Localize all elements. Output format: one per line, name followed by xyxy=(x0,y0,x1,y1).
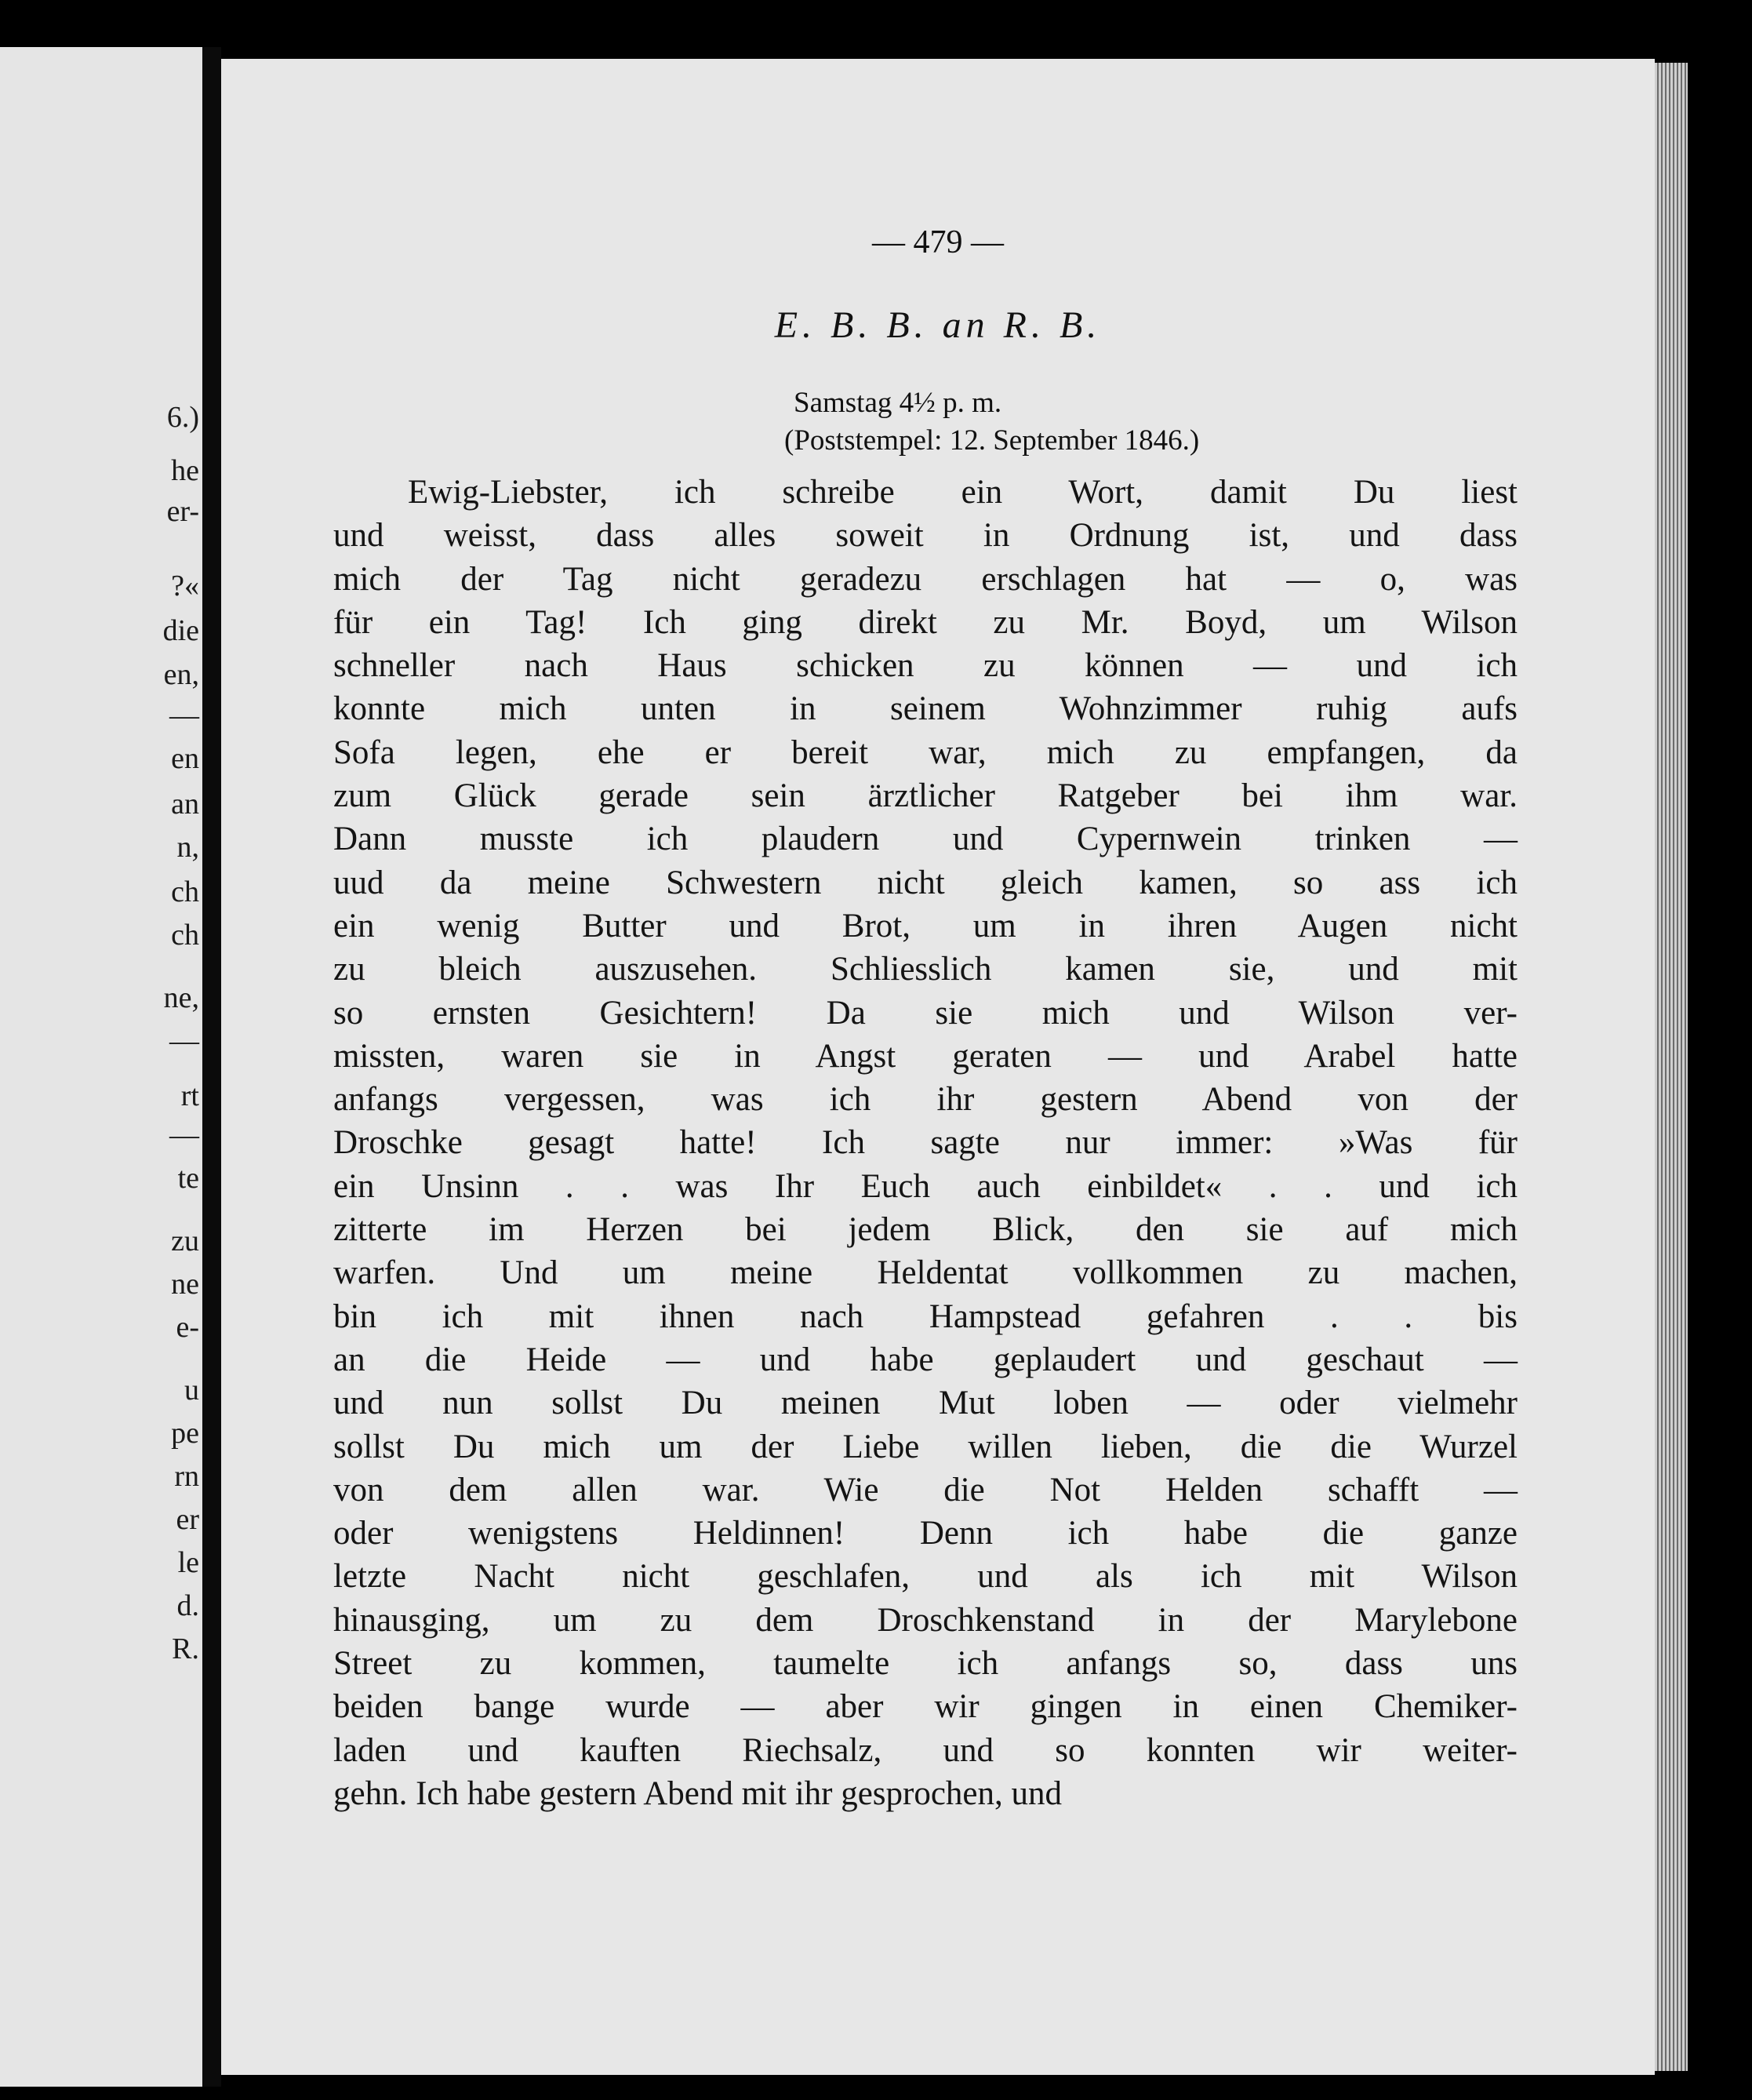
margin-fragment: zu xyxy=(171,1225,199,1257)
text-line: ein Unsinn . . was Ihr Euch auch einbildet« . . und ich xyxy=(333,1167,1518,1205)
margin-fragment: R. xyxy=(172,1632,199,1665)
text-line: so ernsten Gesichtern! Da sie mich und Wilson ver- xyxy=(333,994,1518,1032)
text-line: zum Glück gerade sein ärztlicher Ratgeber bei ihm war. xyxy=(333,777,1518,815)
margin-fragment: ch xyxy=(171,875,199,908)
margin-fragment: — xyxy=(169,699,199,732)
margin-fragment: er xyxy=(176,1503,199,1536)
text-line: ein wenig Butter und Brot, um in ihren Augen nicht xyxy=(333,907,1518,944)
page-edge xyxy=(1655,63,1688,2071)
text-line: sollst Du mich um der Liebe willen lieben, die die Wurzel xyxy=(333,1428,1518,1465)
text-line: beiden bange wurde — aber wir gingen in einen Chemiker- xyxy=(333,1688,1518,1726)
letter-body xyxy=(333,471,1518,1815)
text-line: konnte mich unten in seinem Wohnzimmer ruhig aufs xyxy=(333,690,1518,728)
text-line: oder wenigstens Heldinnen! Denn ich habe die ganze xyxy=(333,1515,1518,1552)
text-line: Street zu kommen, taumelte ich anfangs so, dass uns xyxy=(333,1645,1518,1683)
text-line: Dann musste ich plaudern und Cypernwein trinken — xyxy=(333,821,1518,858)
text-line: bin ich mit ihnen nach Hampstead gefahren . . bis xyxy=(333,1297,1518,1335)
margin-fragment: ne xyxy=(171,1268,199,1301)
margin-fragment: ne, xyxy=(163,981,199,1014)
margin-fragment: er- xyxy=(166,495,199,528)
margin-fragment: pe xyxy=(171,1417,199,1450)
dateline-postmark: (Poststempel: 12. September 1846.) xyxy=(784,424,1200,457)
margin-fragment: ch xyxy=(171,919,199,952)
text-line: Sofa legen, ehe er bereit war, mich zu empfangen, da xyxy=(333,733,1518,771)
margin-fragment: 6.) xyxy=(166,401,199,434)
margin-fragment: he xyxy=(171,454,199,487)
text-line: von dem allen war. Wie die Not Helden schafft — xyxy=(333,1471,1518,1509)
margin-fragment: rt xyxy=(180,1079,199,1112)
margin-fragment: an xyxy=(171,788,199,821)
text-line: für ein Tag! Ich ging direkt zu Mr. Boyd, um Wilson xyxy=(333,603,1518,641)
dateline-day: Samstag 4½ p. m. xyxy=(794,387,1002,419)
left-page xyxy=(0,47,202,2087)
letter-heading: E. B. B. an R. B. xyxy=(774,304,1102,346)
text-line: Droschke gesagt hatte! Ich sagte nur immer: »Was für xyxy=(333,1124,1518,1162)
margin-fragment: — xyxy=(169,1025,199,1057)
book-gutter xyxy=(202,47,221,2087)
text-line: missten, waren sie in Angst geraten — und Arabel hatte xyxy=(333,1037,1518,1075)
text-line: warfen. Und um meine Heldentat vollkommen zu machen, xyxy=(333,1254,1518,1292)
text-line: und weisst, dass alles soweit in Ordnung ist, und dass xyxy=(333,517,1518,555)
book-page xyxy=(221,59,1655,2075)
text-line: Ewig-Liebster, ich schreibe ein Wort, damit Du liest xyxy=(408,474,1518,511)
margin-fragment: ?« xyxy=(171,570,199,602)
margin-fragment: rn xyxy=(174,1460,199,1493)
margin-fragment: te xyxy=(177,1162,199,1195)
text-line: an die Heide — und habe geplaudert und geschaut — xyxy=(333,1341,1518,1378)
text-line: hinausging, um zu dem Droschkenstand in der Marylebone xyxy=(333,1601,1518,1639)
margin-fragment: en xyxy=(171,742,199,775)
text-line: laden und kauften Riechsalz, und so konnten wir weiter- xyxy=(333,1731,1518,1769)
page-number: — 479 — xyxy=(872,224,1004,260)
text-line: letzte Nacht nicht geschlafen, und als ich mit Wilson xyxy=(333,1558,1518,1596)
margin-fragment: — xyxy=(169,1119,199,1152)
margin-fragment: le xyxy=(177,1546,199,1579)
text-line: uud da meine Schwestern nicht gleich kamen, so ass ich xyxy=(333,864,1518,901)
text-line: anfangs vergessen, was ich ihr gestern Abend von der xyxy=(333,1081,1518,1119)
margin-fragment: n, xyxy=(176,831,199,864)
text-line: mich der Tag nicht geradezu erschlagen hat — o, was xyxy=(333,560,1518,598)
letter-dateline xyxy=(784,384,1539,460)
margin-fragment: u xyxy=(184,1374,199,1407)
text-line: und nun sollst Du meinen Mut loben — oder vielmehr xyxy=(333,1385,1518,1422)
margin-fragment: en, xyxy=(163,658,199,691)
text-line: gehn. Ich habe gestern Abend mit ihr gesprochen, und xyxy=(333,1774,1063,1812)
text-line: schneller nach Haus schicken zu können — und ich xyxy=(333,647,1518,685)
margin-fragment: die xyxy=(162,614,199,647)
margin-fragment: e- xyxy=(176,1311,199,1344)
text-line: zitterte im Herzen bei jedem Blick, den sie auf mich xyxy=(333,1211,1518,1249)
margin-fragment: d. xyxy=(176,1589,199,1622)
text-line: zu bleich auszusehen. Schliesslich kamen sie, und mit xyxy=(333,951,1518,988)
